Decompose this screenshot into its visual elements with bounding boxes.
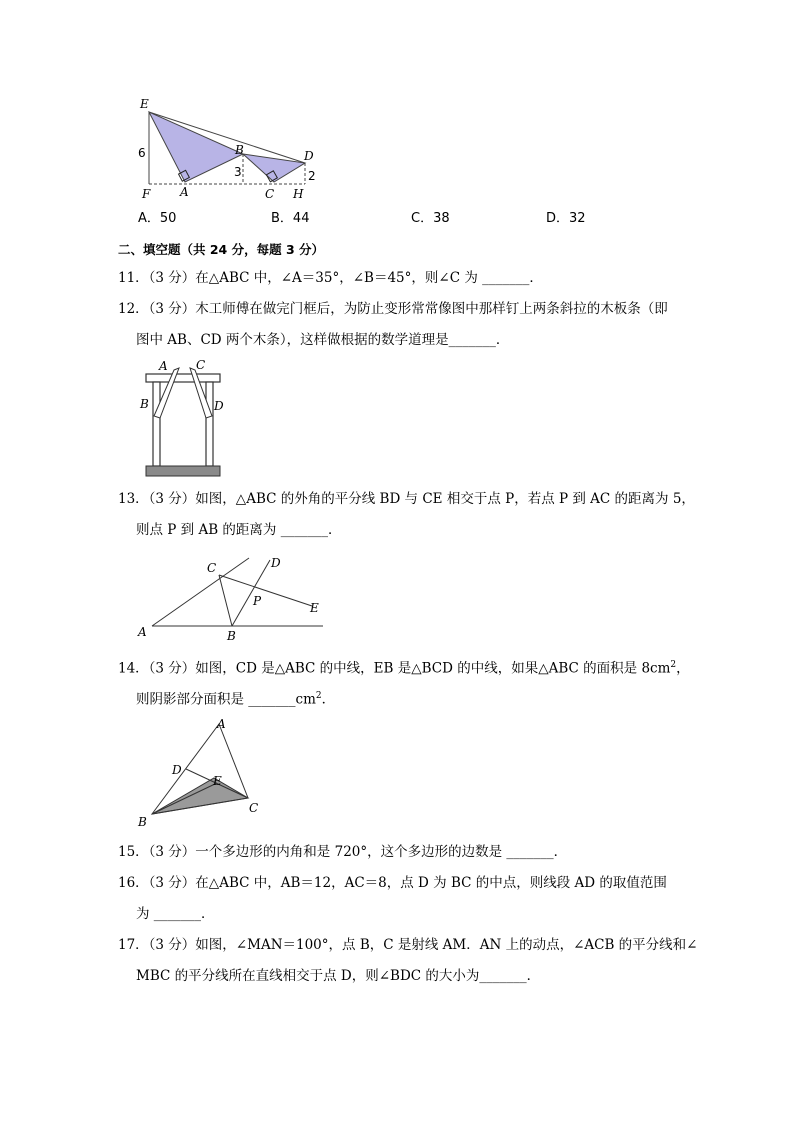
- label-a: A: [138, 625, 147, 639]
- shaded-triangle-bec: [152, 778, 248, 814]
- shaded-triangle-eab: [149, 112, 243, 182]
- question-12-line2: 图中 AB、CD 两个木条），这样做根据的数学道理是_______．: [136, 332, 510, 348]
- question-17-line2: MBC 的平分线所在直线相交于点 D，则∠BDC 的大小为_______．: [136, 968, 541, 984]
- question-14-line2-end: ．: [321, 691, 336, 708]
- question-14-line1: [118, 656, 690, 678]
- shaded-triangle-bcd: [243, 154, 305, 182]
- question-12-line1: 12．（3 分）木工师傅在做完门框后，为防止变形常常像图中那样钉上两条斜拉的木板条（即: [118, 301, 668, 317]
- question-14-line2-sup: 2: [315, 691, 322, 701]
- section-title: 二、填空题（共 24 分，每题 3 分）: [118, 242, 325, 257]
- label-b: B: [227, 629, 236, 643]
- ray-ce: [219, 575, 312, 606]
- label-a: A: [217, 717, 226, 731]
- left-post: [153, 382, 160, 466]
- base-plate: [146, 466, 220, 476]
- question-15: 15．（3 分）一个多边形的内角和是 720°，这个多边形的边数是 _______．: [118, 844, 568, 860]
- question-11: 11．（3 分）在△ABC 中，∠A＝35°，∠B＝45°，则∠C 为 _______．: [118, 270, 543, 286]
- question-16-line2: 为 _______．: [136, 906, 215, 922]
- figure-q14: [135, 716, 265, 830]
- question-14-line1-text: 14．（3 分）如图，CD 是△ABC 的中线，EB 是△BCD 的中线，如果△ABC 的面积是 8cm: [118, 660, 671, 677]
- label-e: E: [140, 97, 149, 111]
- label-e: E: [310, 601, 319, 615]
- ray-ac: [152, 558, 249, 626]
- label-c: C: [207, 561, 217, 575]
- question-13-line2: 则点 P 到 AB 的距离为 _______．: [136, 522, 342, 538]
- length-ef: 6: [138, 146, 146, 160]
- option-d: D．32: [546, 211, 586, 226]
- label-e: E: [213, 774, 222, 788]
- figure-q10: [130, 92, 330, 202]
- length-d: 2: [308, 169, 316, 183]
- label-p: P: [253, 594, 262, 608]
- top-beam: [146, 374, 220, 382]
- label-d: D: [214, 399, 224, 413]
- option-c: C．38: [411, 211, 450, 226]
- question-14-line2-text: 则阴影部分面积是 _______cm: [136, 691, 316, 708]
- label-a: A: [180, 185, 189, 199]
- question-14-line1-sup: 2: [670, 660, 677, 670]
- option-b: B．44: [271, 211, 310, 226]
- ray-bd: [232, 560, 270, 626]
- question-16-line1: 16．（3 分）在△ABC 中，AB＝12，AC＝8，点 D 为 BC 的中点，则线段 AD 的取值范围: [118, 875, 667, 891]
- label-b: B: [140, 397, 149, 411]
- label-b: B: [235, 143, 244, 157]
- option-a: A．50: [138, 211, 177, 226]
- question-17-line1: 17．（3 分）如图，∠MAN＝100°，点 B，C 是射线 AM．AN 上的动点，∠ACB 的平分线和∠: [118, 937, 698, 953]
- label-c: C: [196, 358, 206, 372]
- question-14-line2: [136, 687, 335, 709]
- figure-q13: [136, 554, 336, 644]
- label-h: H: [293, 187, 304, 201]
- right-post: [206, 382, 213, 466]
- label-c: C: [249, 801, 259, 815]
- label-a: A: [159, 359, 168, 373]
- label-d: D: [271, 556, 281, 570]
- figure-q12-door-frame: [138, 356, 228, 478]
- length-b: 3: [234, 165, 242, 179]
- label-d: D: [304, 149, 314, 163]
- label-d: D: [172, 763, 182, 777]
- question-14-line1-end: ，: [676, 660, 690, 677]
- segment-cb: [219, 575, 232, 626]
- label-b: B: [138, 815, 147, 829]
- label-c: C: [265, 187, 275, 201]
- question-13-line1: 13．（3 分）如图，△ABC 的外角的平分线 BD 与 CE 相交于点 P，若点 P 到 AC 的距离为 5，: [118, 491, 695, 507]
- label-f: F: [142, 187, 151, 201]
